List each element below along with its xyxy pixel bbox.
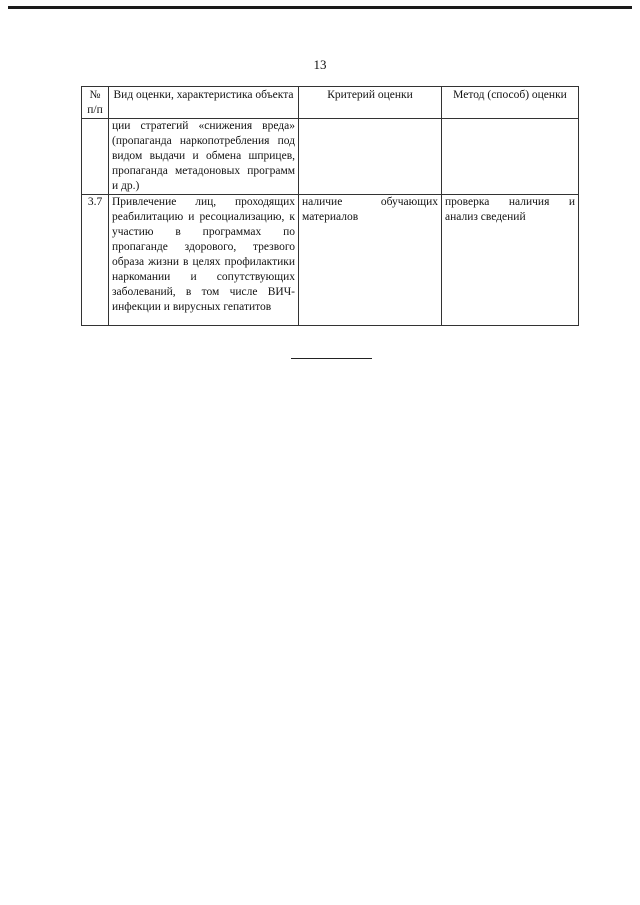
criterion-cell: наличие обучающих материалов (299, 195, 442, 326)
table-row (82, 119, 579, 195)
row-number (82, 119, 109, 195)
page-number: 13 (313, 57, 327, 72)
method-cell (442, 119, 579, 195)
method-cell: проверка наличия и анализ сведений (442, 195, 579, 326)
top-border-rule (8, 6, 632, 9)
table-header-row (82, 87, 579, 119)
assessment-type-cell: Привлечение лиц, проходящих реабилитацию и ресоциализацию, к участию в программах по пропаганде здорового, трезвого образа жизни в целях профилактики наркомании и сопутствующих заболеваний, в том числе ВИЧ-инфекции и вирусных гепатитов (109, 195, 299, 326)
assessment-type-cell: ции стратегий «снижения вреда» (пропаганда наркопотребления под видом выдачи и обмена шприцев, пропаганда метадоновых программ и др.) (109, 119, 299, 195)
header-criterion: Критерий оценки (299, 87, 442, 119)
row-number: 3.7 (82, 195, 109, 326)
header-number: № п/п (82, 87, 109, 119)
assessment-table (81, 86, 579, 326)
end-divider-line (291, 358, 372, 359)
header-assessment-type: Вид оценки, характеристика объекта (109, 87, 299, 119)
table-row (82, 195, 579, 326)
criterion-cell (299, 119, 442, 195)
header-method: Метод (способ) оценки (442, 87, 579, 119)
